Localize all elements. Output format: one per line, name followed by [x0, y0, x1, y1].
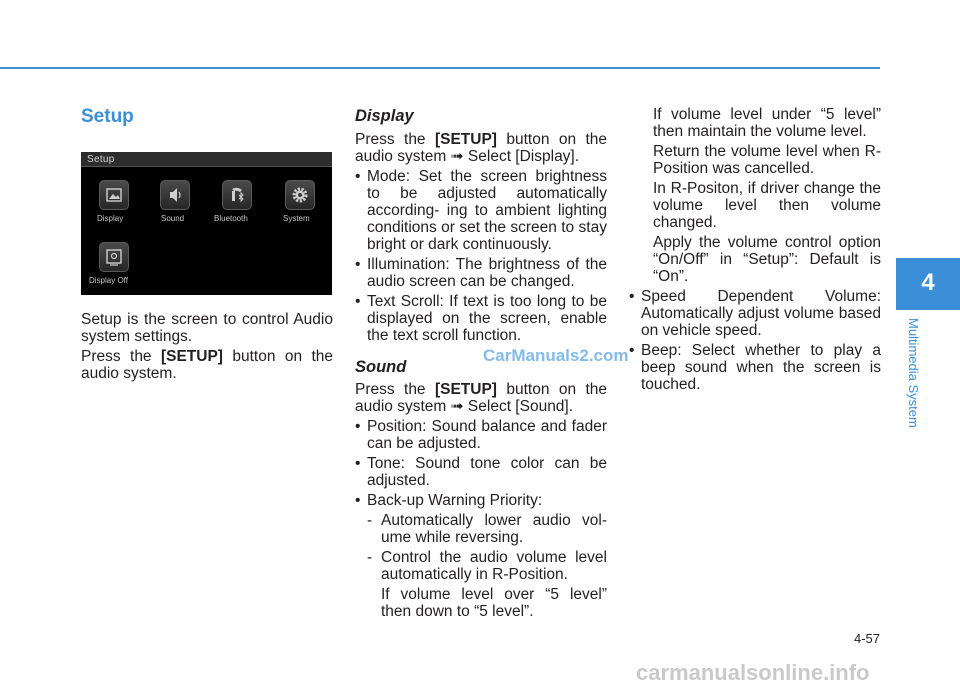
display-tile-label: Display — [97, 214, 124, 223]
instruction-text: button on the audio system ➟ Select [Display]. — [355, 131, 607, 165]
display-icon — [100, 181, 128, 209]
bluetooth-icon — [223, 181, 251, 209]
display-intro — [355, 131, 607, 165]
setup-instruction — [81, 348, 333, 382]
column-setup — [81, 106, 333, 385]
list-item: • Speed Dependent Volume: Automatically adjust volume based on vehicle speed. — [629, 288, 881, 339]
system-tile-label: System — [283, 214, 310, 223]
setup-key-label: [SETUP] — [160, 348, 223, 365]
display-off-icon — [100, 243, 128, 271]
sub-list-note: In R-Positon, if driver change the volume level then volume changed. — [653, 180, 881, 231]
dash-marker: - — [367, 549, 373, 566]
setup-screenshot — [81, 152, 332, 295]
display-off-tile-label: Display Off — [89, 276, 128, 285]
sub-list-item — [355, 549, 607, 583]
instruction-text: Press the — [355, 381, 435, 398]
screenshot-header-title: Setup — [87, 154, 115, 165]
list-item: • Mode: Set the screen brightness to be adjusted automatically according- ing to ambient lighting conditions or set the screen to stay bright or dark continuously. — [355, 168, 607, 253]
sound-intro — [355, 381, 607, 415]
sub-list-note: If volume level over “5 level” then down to “5 level”. — [381, 586, 607, 620]
sub-list-note: If volume level under “5 level” then maintain the volume level. — [653, 106, 881, 140]
list-item: • Beep: Select whether to play a beep sound when the screen is touched. — [629, 342, 881, 393]
sub-list-text: Control the audio volume level automatically in R-Position. — [381, 549, 607, 583]
chapter-tab — [896, 258, 960, 310]
chapter-number: 4 — [921, 269, 935, 296]
setup-key-label: [SETUP] — [434, 381, 497, 398]
page-number: 4-57 — [853, 631, 880, 646]
list-item: • Illumination: The brightness of the audio screen can be changed. — [355, 256, 607, 290]
list-item: • Tone: Sound tone color can be adjusted. — [355, 455, 607, 489]
instruction-text: Press the — [355, 131, 435, 148]
subsection-title-sound: Sound — [355, 358, 407, 376]
instruction-text: button on the audio system. — [81, 348, 333, 382]
bluetooth-tile-label: Bluetooth — [214, 214, 248, 223]
sub-list-text: Automatically lower audio vol- ume while reversing. — [381, 512, 607, 546]
sound-tile — [160, 180, 190, 210]
section-title-setup: Setup — [81, 106, 134, 127]
list-item: • Back-up Warning Priority: — [355, 492, 607, 509]
bluetooth-tile — [222, 180, 252, 210]
display-tile — [99, 180, 129, 210]
system-tile — [285, 180, 315, 210]
column-volume-notes — [629, 106, 881, 396]
chapter-title: Multimedia System — [906, 318, 921, 428]
instruction-text: button on the audio system ➟ Select [Sound]. — [355, 381, 607, 415]
list-item: • Text Scroll: If text is too long to be displayed on the screen, enable the text scroll function. — [355, 293, 607, 344]
subsection-title-display: Display — [355, 107, 414, 125]
gear-icon — [286, 181, 314, 209]
list-item: • Position: Sound balance and fader can be adjusted. — [355, 418, 607, 452]
sub-list-item — [355, 512, 607, 546]
header-rule — [0, 67, 880, 69]
sound-tile-label: Sound — [161, 214, 185, 223]
watermark-top: CarManuals2.com — [483, 346, 629, 365]
setup-description: Setup is the screen to control Audio system settings. — [81, 311, 333, 345]
sub-list-note: Return the volume level when R-Position was cancelled. — [653, 143, 881, 177]
chapter-side-label — [900, 318, 924, 448]
dash-marker: - — [367, 512, 373, 529]
sub-list-note: Apply the volume control option “On/Off” in “Setup”: Default is “On”. — [653, 234, 881, 285]
screenshot-header-bar — [81, 152, 332, 167]
instruction-text: Press the — [81, 348, 161, 365]
setup-key-label: [SETUP] — [434, 131, 497, 148]
watermark-bottom: carmanualsonline.info — [636, 660, 870, 685]
sound-icon — [161, 181, 189, 209]
display-off-tile — [99, 242, 129, 272]
